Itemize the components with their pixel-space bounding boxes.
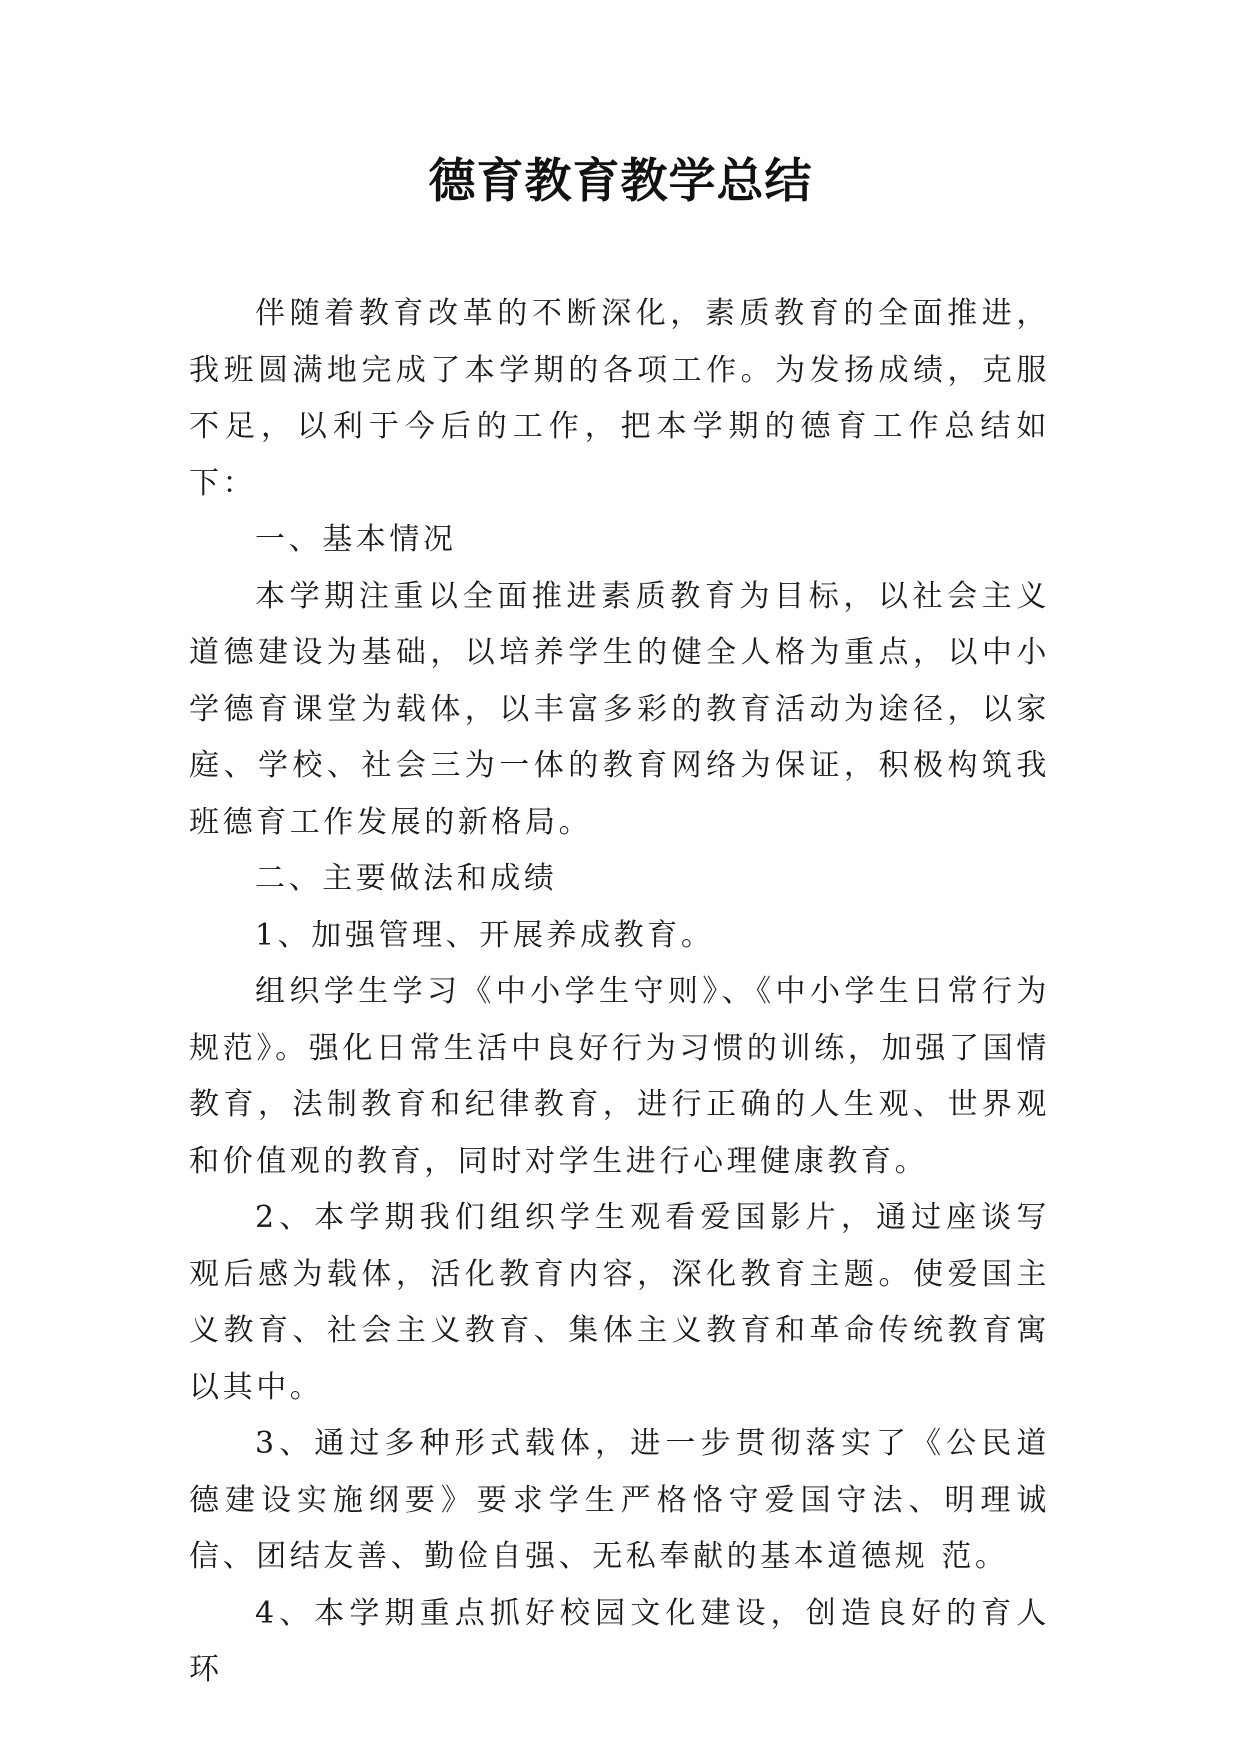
section-heading-main-practices: 二、主要做法和成绩 — [255, 861, 558, 896]
section-heading-basic-situation: 一、基本情况 — [255, 522, 457, 557]
paragraph-basic-situation: 本学期注重以全面推进素质教育为目标，以社会主义道德建设为基础，以培养学生的健全人格为重点，以中小学德育课堂为载体，以丰富多彩的教育活动为途径，以家庭、学校、社会三为一体的教育网络为保证，积极构筑我班德育工作发展的新格局。 — [189, 578, 1050, 840]
paragraph-item-3: 3、通过多种形式载体，进一步贯彻落实了《公民道德建设实施纲要》要求学生严格恪守爱国守法、明理诚信、团结友善、勤俭自强、无私奉献的基本道德规 范。 — [189, 1426, 1050, 1574]
paragraph-item-4: 4、本学期重点抓好校园文化建设，创造良好的育人环 — [189, 1595, 1050, 1687]
paragraph-intro: 伴随着教育改革的不断深化，素质教育的全面推进，我班圆满地完成了本学期的各项工作。为发扬成绩，克服不足，以利于今后的工作，把本学期的德育工作总结如下： — [189, 296, 1050, 501]
document-title: 德育教育教学总结 — [428, 154, 813, 209]
paragraph-item-1-heading: 1、加强管理、开展养成教育。 — [255, 917, 715, 953]
paragraph-item-1-body: 组织学生学习《中小学生守则》、《中小学生日常行为规范》。强化日常生活中良好行为习惯的训练，加强了国情教育，法制教育和纪律教育，进行正确的人生观、世界观和价值观的教育，同时对学生进行心理健康教育。 — [189, 974, 1050, 1179]
paragraph-item-2: 2、本学期我们组织学生观看爱国影片，通过座谈写观后感为载体，活化教育内容，深化教育主题。使爱国主义教育、社会主义教育、集体主义教育和革命传统教育寓以其中。 — [189, 1200, 1050, 1405]
document-body — [189, 286, 1050, 1699]
